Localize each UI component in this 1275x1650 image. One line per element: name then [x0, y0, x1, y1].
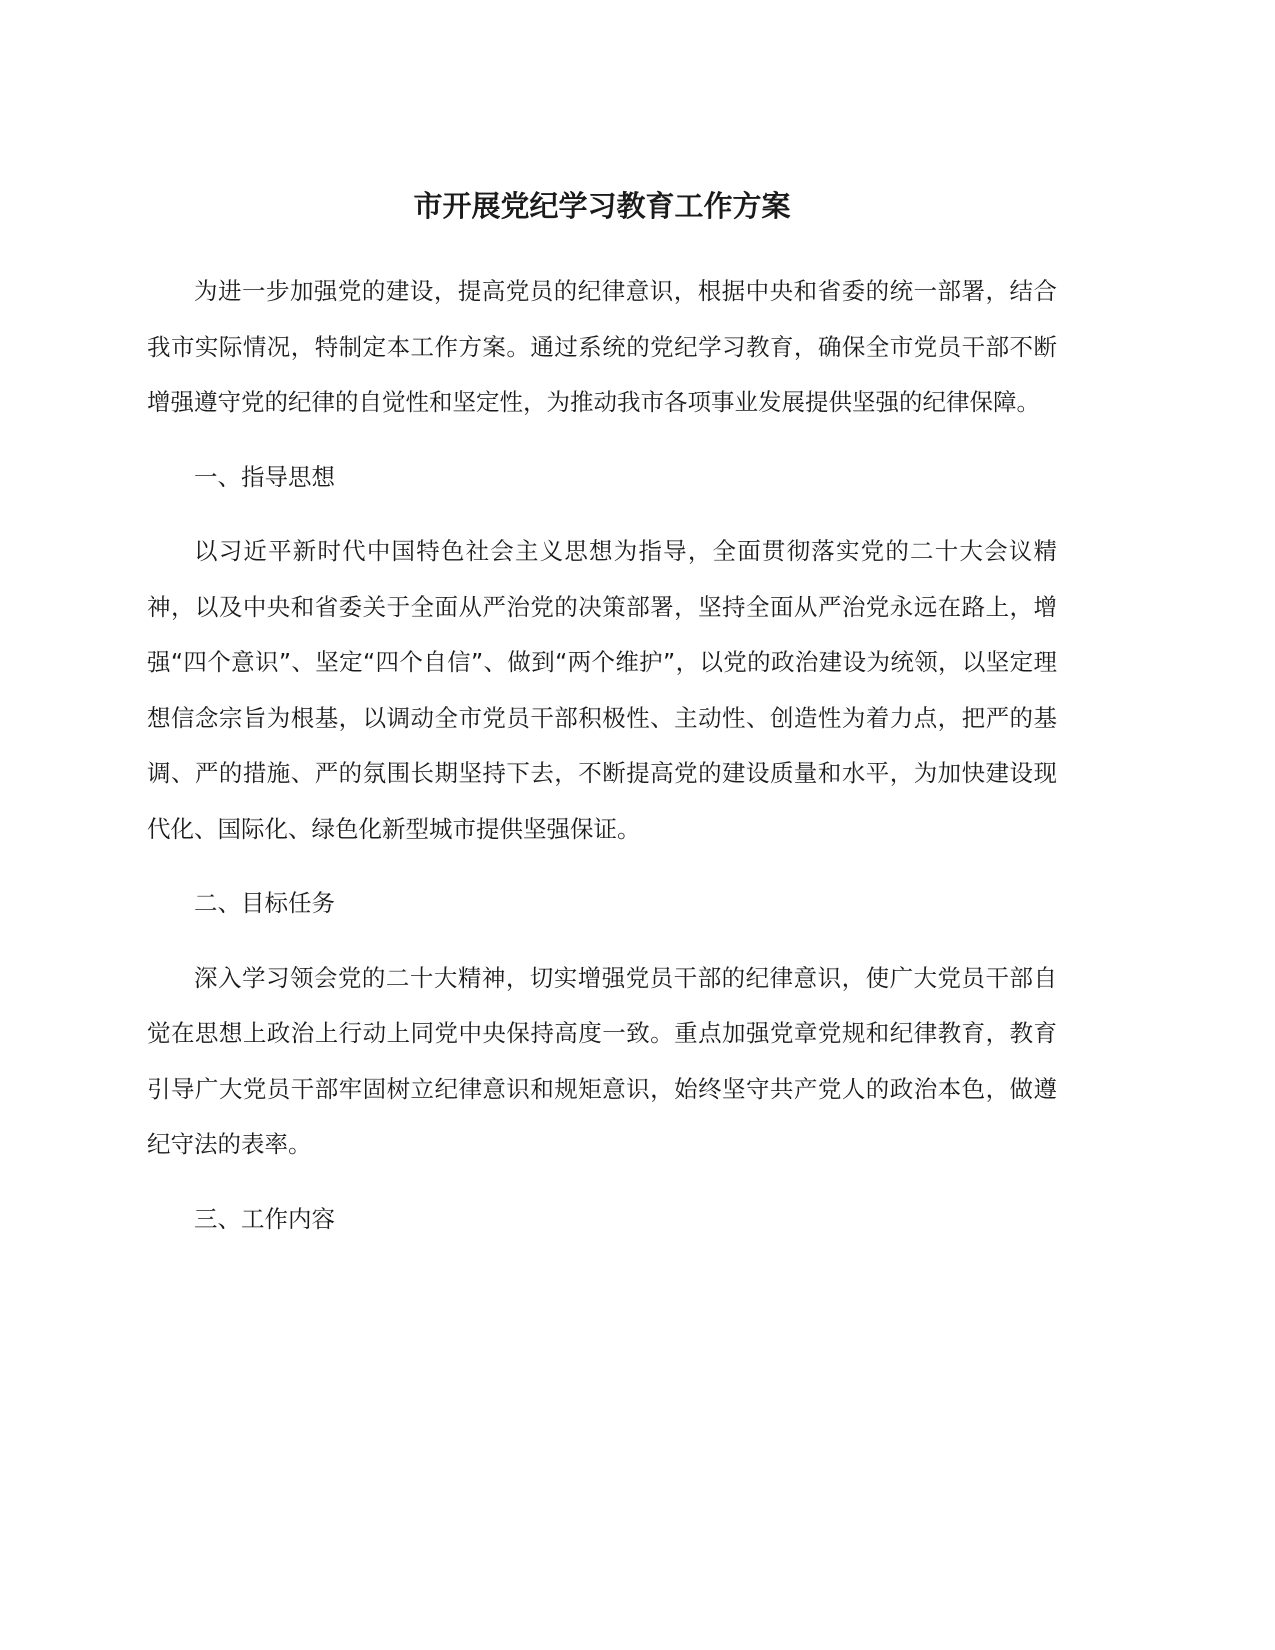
- spacer: [147, 431, 1057, 450]
- spacer: [147, 1173, 1057, 1192]
- spacer: [147, 857, 1057, 876]
- spacer: [147, 932, 1057, 951]
- section-body-goals-tasks: 深入学习领会党的二十大精神，切实增强党员干部的纪律意识，使广大党员干部自觉在思想上政治上行动上同党中央保持高度一致。重点加强党章党规和纪律教育，教育引导广大党员干部牢固树立纪律意识和规矩意识，始终坚守共产党人的政治本色，做遵纪守法的表率。: [147, 963, 1057, 1158]
- section-heading-guiding-ideology: 一、指导思想: [194, 462, 335, 491]
- spacer: [147, 226, 1057, 264]
- section-heading-work-content: 三、工作内容: [194, 1204, 335, 1233]
- section-heading-goals-tasks: 二、目标任务: [194, 889, 335, 917]
- intro-paragraph: 为进一步加强党的建设，提高党员的纪律意识，根据中央和省委的统一部署，结合我市实际情况，特制定本工作方案。通过系统的党纪学习教育，确保全市党员干部不断增强遵守党的纪律的自觉性和坚定性，为推动我市各项事业发展提供坚强的纪律保障。: [147, 277, 1057, 416]
- document-body: [147, 186, 1057, 1247]
- document-title: 市开展党纪学习教育工作方案: [413, 189, 791, 223]
- section-body-guiding-ideology: 以习近平新时代中国特色社会主义思想为指导，全面贯彻落实党的二十大会议精神，以及中央和省委关于全面从严治党的决策部署，坚持全面从严治党永远在路上，增强“四个意识”、坚定“四个自信”、做到“两个维护”，以党的政治建设为统领，以坚定理想信念宗旨为根基，以调动全市党员干部积极性、主动性、创造性为着力点，把严的基调、严的措施、严的氛围长期坚持下去，不断提高党的建设质量和水平，为加快建设现代化、国际化、绿色化新型城市提供坚强保证。: [147, 537, 1057, 843]
- spacer: [147, 505, 1057, 524]
